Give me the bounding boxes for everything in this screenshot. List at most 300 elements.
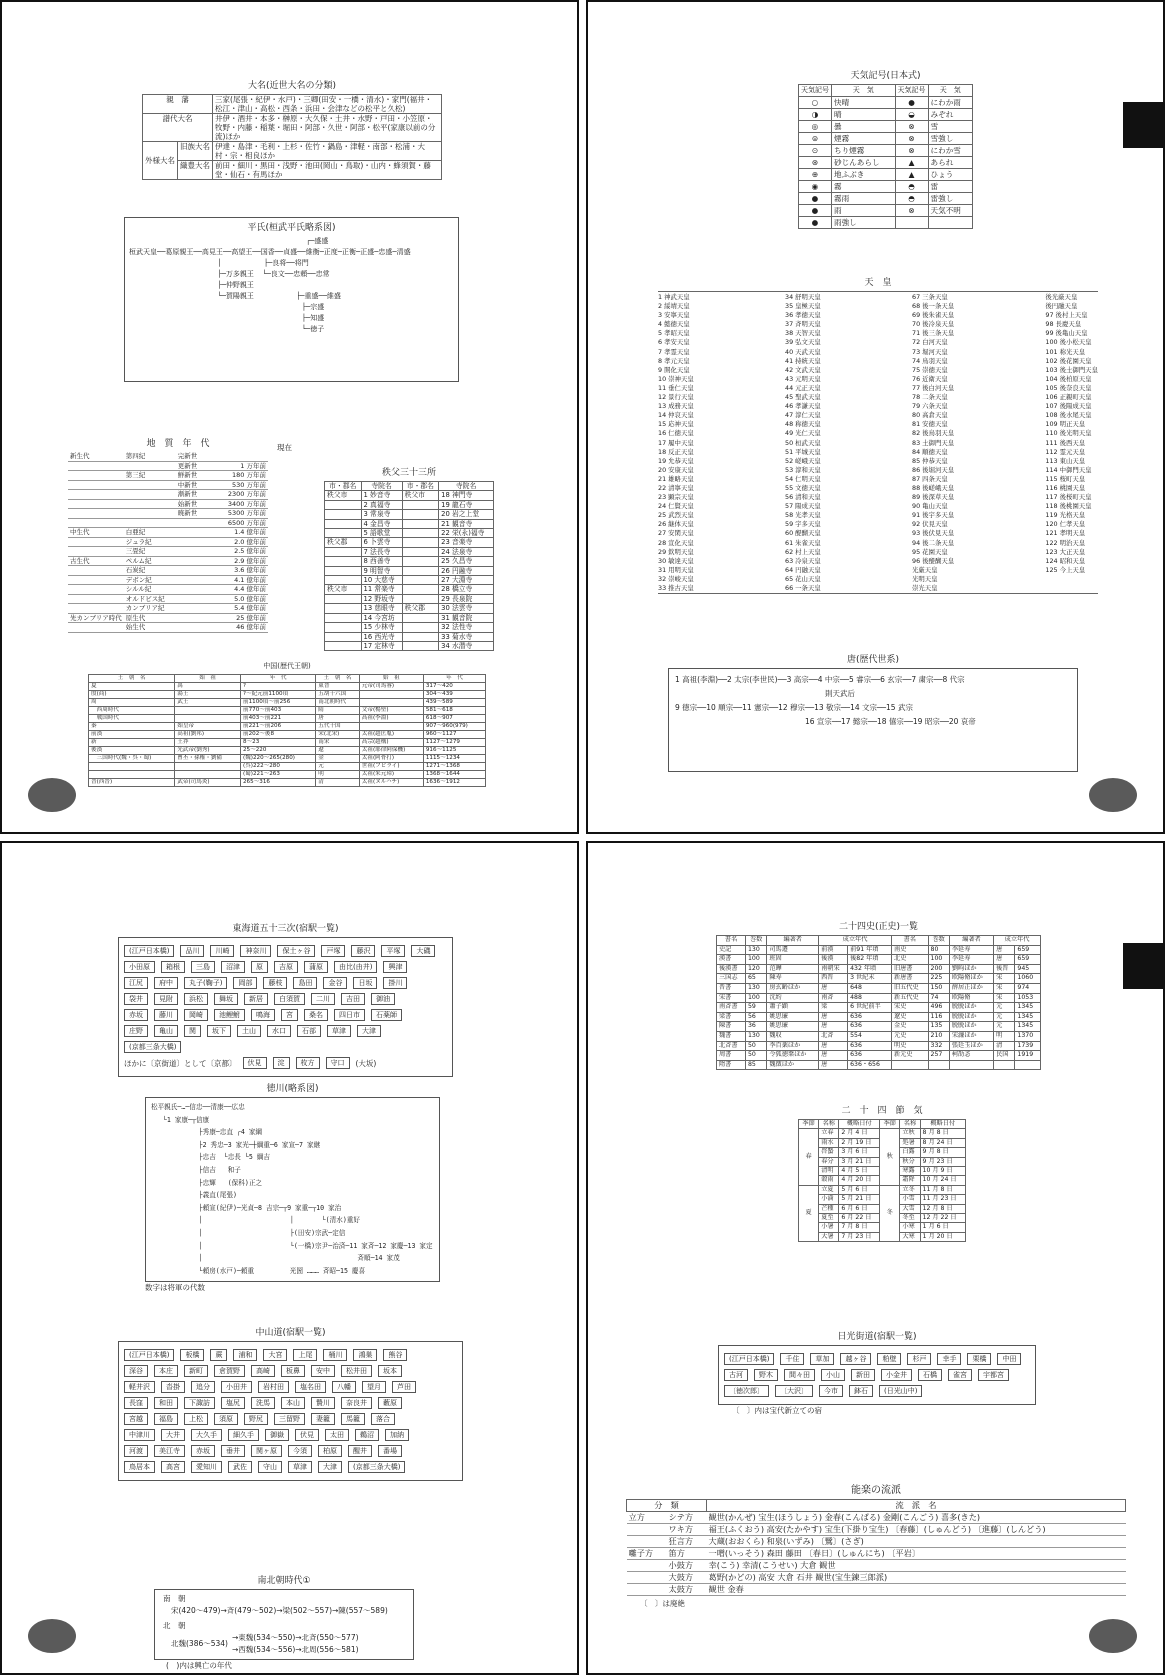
term-name: 立秋 — [900, 1129, 920, 1138]
table-row — [89, 715, 486, 723]
table-cell: (呉)222〜280 — [241, 763, 316, 771]
connector-line: ── — [877, 703, 887, 712]
term-date: 3 月 21 日 — [839, 1157, 880, 1166]
table-cell: 北史 — [891, 955, 928, 965]
geology-period: シルル紀 — [124, 585, 176, 595]
table-row — [325, 557, 494, 566]
table-cell: 宋濂ほか — [949, 1031, 993, 1041]
table-cell: 130 — [745, 945, 766, 955]
station-box: 軽井沢 — [124, 1381, 155, 1393]
table-cell: 新 — [89, 739, 175, 747]
table-row — [89, 739, 486, 747]
emperor-item: 92 伏見天皇 — [912, 520, 948, 529]
noh-role: 大鼓方 — [667, 1572, 707, 1584]
table-cell: 636 — [848, 1051, 892, 1061]
temple-cell: 26 円融寺 — [439, 566, 494, 575]
emperor-item: 98 長慶天皇 — [1045, 320, 1082, 329]
station-box: 〔大沢〕 — [775, 1385, 813, 1397]
table-cell: 南斉 — [819, 993, 848, 1003]
table-cell: 元 — [316, 763, 360, 771]
emperor-item: 93 後伏見天皇 — [912, 529, 955, 538]
station-box: 鳥居本 — [124, 1461, 155, 1473]
tokugawa-title: 徳川(略系図) — [266, 1084, 319, 1094]
emperor-item: 57 陽成天皇 — [785, 502, 821, 511]
station-box: 原 — [251, 961, 268, 973]
temple-cell: 7 法長寺 — [361, 547, 402, 556]
area-cell — [402, 623, 439, 632]
table-cell: 南北朝時代 — [316, 699, 360, 707]
station-box: 野木 — [754, 1369, 778, 1381]
geology-epoch — [176, 528, 210, 538]
table-cell: 唐 — [819, 1060, 848, 1070]
weather-name: 雷強し — [928, 193, 972, 205]
station-box: 宮越 — [124, 1413, 148, 1425]
table-cell: 薛居正ほか — [949, 983, 993, 993]
temple-cell: 18 神門寺 — [439, 491, 494, 500]
noh-schools: 福王(ふくおう) 高安(たかやす) 宝生(下掛り宝生) 〔春藤〕(しゅんどう) 〔進藤〕(しんどう) — [707, 1524, 1126, 1536]
emperor-item: 71 後三条天皇 — [912, 329, 955, 338]
table-cell: 隋 — [316, 707, 360, 715]
page-number-marker — [28, 1619, 76, 1653]
tree-line: ├頼宣(紀伊)─光貞─8 吉宗─┬9 家重─┬10 家治 — [151, 1203, 342, 1212]
station-box: 間々田 — [784, 1369, 815, 1381]
geology-epoch — [176, 518, 210, 528]
season-cell: 夏 — [799, 1185, 819, 1241]
table-cell: 金 — [316, 755, 360, 763]
emperor-item: 116 桃園天皇 — [1045, 483, 1086, 492]
season-cell: 春 — [799, 1129, 819, 1185]
emperor-item: 84 順徳天皇 — [912, 447, 948, 456]
temple-cell: 23 音楽寺 — [439, 538, 494, 547]
tree-line: ├─知盛 — [129, 314, 325, 322]
table-row — [799, 133, 973, 145]
term-name: 冬至 — [900, 1214, 920, 1223]
station-box: 島田 — [293, 977, 317, 989]
connector-line: ── — [839, 675, 849, 684]
table-row — [68, 518, 268, 528]
column-header: 寺院名 — [439, 482, 494, 491]
emperor-item: 122 明治天皇 — [1045, 538, 1086, 547]
column-header: 天気記号 — [799, 85, 832, 97]
temple-cell: 22 栄(永)福寺 — [439, 529, 494, 538]
station-box: 関ヶ原 — [251, 1445, 282, 1457]
station-box: 大磯 — [411, 945, 435, 957]
column-header: 編著者 — [767, 936, 819, 946]
geology-period: 第四紀 — [124, 452, 176, 461]
emperor-column — [1045, 293, 1098, 593]
geology-era — [68, 594, 124, 604]
table-row — [799, 169, 973, 181]
tang-ruler: 15 武宗 — [886, 703, 913, 712]
emperor-column — [785, 293, 821, 593]
table-cell: 前202〜後8 — [241, 731, 316, 739]
station-box: (日光山中) — [879, 1385, 922, 1397]
table-cell: 西晋 — [819, 974, 848, 984]
table-row — [799, 217, 973, 229]
emperor-item: 63 冷泉天皇 — [785, 556, 821, 565]
tang-row-2 — [675, 701, 1071, 715]
temple-cell: 29 長泉院 — [439, 594, 494, 603]
area-cell — [402, 557, 439, 566]
nanboku-block — [154, 1575, 414, 1671]
geology-era — [68, 575, 124, 585]
table-cell: 武王 — [175, 699, 241, 707]
table-row — [89, 699, 486, 707]
station-box: 藤沢 — [351, 945, 375, 957]
nanboku-north-row — [163, 1632, 405, 1656]
weather-name: 砂じんあらし — [832, 157, 896, 169]
station-box: 新町 — [184, 1365, 208, 1377]
table-row — [143, 161, 442, 180]
tree-line: 松平親氏─…─信忠──清康──広忠 — [151, 1103, 245, 1111]
emperor-item: 89 後深草天皇 — [912, 493, 955, 502]
table-row — [325, 538, 494, 547]
daimyo-title: 大名(近世大名の分類) — [247, 81, 337, 91]
station-row — [124, 945, 447, 957]
emperor-item: 27 安閑天皇 — [658, 529, 694, 538]
area-cell — [402, 510, 439, 519]
tree-line: ├義直(尾張) — [151, 1191, 237, 1200]
table-cell: 太祖(朱元璋) — [359, 771, 423, 779]
table-cell: 225 — [928, 974, 949, 984]
table-cell: 五代十国 — [316, 723, 360, 731]
geology-epoch — [176, 556, 210, 566]
heike-tree — [124, 217, 459, 382]
emperor-item: 19 允恭天皇 — [658, 456, 694, 465]
station-box: 枚方 — [296, 1057, 320, 1069]
tang-ruler: 18 僖宗 — [876, 717, 904, 726]
table-row — [799, 205, 973, 217]
tokaido-stations — [118, 937, 453, 1077]
term-name: 啓蟄 — [819, 1148, 839, 1157]
temple-cell: 33 菊水寺 — [439, 632, 494, 641]
table-cell: ? — [241, 683, 316, 691]
table-cell: 世祖(フビライ) — [359, 763, 423, 771]
emperor-item: 121 孝明天皇 — [1045, 529, 1086, 538]
daimyo-text: 前田・細川・黒田・浅野・池田(岡山・鳥取)・山内・蜂須賀・藤堂・仙石・有馬ほか — [213, 161, 442, 180]
table-row — [143, 114, 442, 142]
station-box: 妻籠 — [311, 1413, 335, 1425]
connector-line: ── — [867, 717, 877, 726]
area-cell — [325, 623, 362, 632]
table-cell: 907〜960(979) — [423, 723, 485, 731]
geology-period: 三畳紀 — [124, 547, 176, 557]
station-box: 新居 — [244, 993, 268, 1005]
term-date: 7 月 23 日 — [839, 1232, 880, 1241]
table-header-row — [325, 482, 494, 491]
term-date: 7 月 8 日 — [839, 1223, 880, 1232]
chichibu-block — [324, 467, 494, 651]
noh-schools: 観世 金春 — [707, 1584, 1126, 1596]
term-name: 春分 — [819, 1157, 839, 1166]
station-box: 洗馬 — [251, 1397, 275, 1409]
term-name: 大暑 — [819, 1232, 839, 1241]
noh-schools: 大蔵(おおくら) 和泉(いずみ) 〔鷺〕(さぎ) — [707, 1536, 1126, 1548]
emperor-item: 119 光格天皇 — [1045, 511, 1086, 520]
station-box: 神奈川 — [240, 945, 271, 957]
emperor-item: 102 後花園天皇 — [1045, 356, 1092, 365]
station-box: 今市 — [819, 1385, 843, 1397]
table-row — [799, 157, 973, 169]
tang-ruler: 13 敬宗 — [814, 703, 842, 712]
table-cell: 欧陽脩ほか — [949, 974, 993, 984]
weather-name: みぞれ — [928, 109, 972, 121]
table-row — [717, 1022, 1041, 1032]
temple-cell: 3 常泉寺 — [361, 510, 402, 519]
weather-symbol-icon: ⊛ — [799, 157, 832, 169]
table-row — [68, 499, 268, 509]
table-row — [325, 529, 494, 538]
daimyo-block — [142, 80, 442, 180]
geology-epoch: 漸新世 — [176, 490, 210, 500]
geology-period: 第三紀 — [124, 471, 176, 481]
geology-age — [210, 452, 268, 461]
geology-age: 46 億年前 — [210, 623, 268, 633]
table-cell: 沈約 — [767, 993, 819, 1003]
page-top-left — [0, 0, 579, 834]
thumb-index-tab — [1123, 102, 1163, 148]
geology-era — [68, 499, 124, 509]
table-row — [68, 490, 268, 500]
noh-block — [626, 1485, 1126, 1609]
station-box: 大津 — [357, 1025, 381, 1037]
table-cell: 317〜420 — [423, 683, 485, 691]
table-row — [717, 1003, 1041, 1013]
table-row — [325, 604, 494, 613]
emperor-item: 109 明正天皇 — [1045, 420, 1086, 429]
column-header: 天 気 — [928, 85, 972, 97]
weather-name: あられ — [928, 157, 972, 169]
tree-line: ├─仲野親王 — [129, 281, 254, 289]
table-cell: 王莽 — [175, 739, 241, 747]
table-cell: 湯王 — [175, 691, 241, 699]
table-cell: 432 年頃 — [848, 964, 892, 974]
station-box: 栗橋 — [967, 1353, 991, 1365]
emperor-item: 113 東山天皇 — [1045, 456, 1086, 465]
column-header: 季節 — [799, 1120, 819, 1129]
table-cell: 618〜907 — [423, 715, 485, 723]
column-header: 編著者 — [949, 936, 993, 946]
emperor-item: 95 花園天皇 — [912, 547, 948, 556]
station-box: 大津 — [318, 1461, 342, 1473]
station-box: 御油 — [371, 993, 395, 1005]
table-cell: 房玄齢ほか — [767, 983, 819, 993]
nanboku-north-b: →東魏(534〜550)→北斉(550〜577) — [231, 1633, 359, 1642]
geology-era — [68, 461, 124, 471]
area-cell — [402, 547, 439, 556]
tang-ruler: 20 哀帝 — [948, 717, 976, 726]
station-row — [124, 1381, 457, 1393]
table-row — [799, 181, 973, 193]
table-row — [68, 613, 268, 623]
station-box: 御嶽 — [265, 1429, 289, 1441]
table-row — [68, 461, 268, 471]
connector-line: ── — [871, 675, 881, 684]
station-box: 幸手 — [937, 1353, 961, 1365]
geology-table — [68, 452, 268, 633]
geology-era — [68, 509, 124, 519]
emperor-item: 23 顕宗天皇 — [658, 493, 694, 502]
table-cell: 唐 — [819, 1012, 848, 1022]
weather-name: 雷 — [928, 181, 972, 193]
emperor-item: 32 崇峻天皇 — [658, 574, 694, 583]
tree-line: └頼房(水戸)─頼重 光圀 ……… 斉昭─15 慶喜 — [151, 1266, 366, 1275]
temple-cell: 31 観音院 — [439, 613, 494, 622]
table-cell: 高祖(劉邦) — [175, 731, 241, 739]
term-date: 12 月 8 日 — [920, 1204, 965, 1213]
table-row — [325, 491, 494, 500]
geology-era: 先カンブリア時代 — [70, 613, 122, 622]
table-cell: 脱脱ほか — [949, 1012, 993, 1022]
area-cell: 秩父市 — [402, 491, 439, 500]
temple-cell: 34 水潜寺 — [439, 641, 494, 650]
station-box: 藤川 — [154, 1009, 178, 1021]
geology-epoch — [176, 594, 210, 604]
emperor-item: 22 清寧天皇 — [658, 483, 694, 492]
emperor-item: 110 後光明天皇 — [1045, 429, 1092, 438]
term-name: 立夏 — [819, 1185, 839, 1194]
term-date: 4 月 5 日 — [839, 1167, 880, 1176]
table-cell — [949, 1060, 993, 1070]
table-cell: 648 — [848, 983, 892, 993]
weather-symbol-icon: ⊗ — [895, 145, 928, 157]
geology-block — [68, 438, 292, 633]
area-cell: 秩父市 — [325, 491, 362, 500]
table-cell: 魏収 — [767, 1031, 819, 1041]
table-cell: 明史 — [891, 1041, 928, 1051]
emperor-item: 96 後醍醐天皇 — [912, 556, 955, 565]
station-box: 草加 — [810, 1353, 834, 1365]
station-box: 柏原 — [318, 1445, 342, 1457]
station-box: 三留野 — [274, 1413, 305, 1425]
emperor-item: 50 桓武天皇 — [785, 438, 821, 447]
station-box: 番場 — [378, 1445, 402, 1457]
term-date: 6 月 6 日 — [839, 1204, 880, 1213]
tree-line: ┌─盛盛 — [129, 237, 329, 245]
table-cell: 前漢 — [819, 945, 848, 955]
table-row — [717, 974, 1041, 984]
emperor-item: 56 清和天皇 — [785, 493, 821, 502]
station-box: 箱根 — [161, 961, 185, 973]
station-box: 上尾 — [293, 1349, 317, 1361]
weather-table — [798, 84, 973, 229]
table-cell: ?〜紀元前1100頃 — [241, 691, 316, 699]
area-cell: 秩父郡 — [402, 604, 439, 613]
emperor-item: 111 後西天皇 — [1045, 438, 1086, 447]
table-cell: 五胡十六国 — [316, 691, 360, 699]
geology-period — [124, 499, 176, 509]
emperor-item: 73 堀河天皇 — [912, 347, 948, 356]
nikko-note: 〔 〕内は宝代新立ての宿 — [732, 1406, 822, 1415]
nikko-block — [718, 1331, 1036, 1416]
station-box: (江戸日本橋) — [124, 1349, 174, 1361]
table-row — [89, 779, 486, 787]
noh-category: 立方 — [627, 1512, 667, 1524]
table-cell: 439〜589 — [423, 699, 485, 707]
emperor-item: 78 二条天皇 — [912, 393, 948, 402]
emperor-item: 45 聖武天皇 — [785, 393, 821, 402]
tree-line: 桓武天皇──葛原親王──高見王──高望王──国香──貞盛──維衡─正度─正衡─正盛─忠盛─清盛 — [129, 248, 411, 256]
column-header: 概略日付 — [920, 1120, 965, 1129]
table-cell: 488 — [848, 993, 892, 1003]
tang-ruler: 10 順宗 — [706, 703, 734, 712]
station-row — [124, 1397, 457, 1409]
weather-block — [798, 70, 973, 229]
emperor-item: 83 土御門天皇 — [912, 438, 955, 447]
tang-ruler: 19 昭宗 — [912, 717, 940, 726]
daimyo-text: 井伊・酒井・本多・榊原・大久保・土井・水野・戸田・小笠原・牧野・内藤・稲葉・堀田・阿部・久世・阿部・松平(家康以前の分流)ほか — [213, 114, 442, 142]
station-box: 松井田 — [341, 1365, 372, 1377]
column-header: 年 代 — [241, 675, 316, 683]
station-box: 日坂 — [353, 977, 377, 989]
weather-name: 煙霧 — [832, 133, 896, 145]
table-row — [325, 500, 494, 509]
station-box: 舞坂 — [214, 993, 238, 1005]
term-name: 雨水 — [819, 1138, 839, 1147]
weather-symbol-icon: ● — [799, 193, 832, 205]
table-cell: 50 — [745, 1051, 766, 1061]
tree-line: └─賀陽親王 ├─重盛──維盛 — [129, 292, 341, 300]
nanboku-note: ( )内は興亡の年代 — [166, 1661, 232, 1670]
emperor-item: 崇光天皇 — [912, 584, 938, 592]
temple-cell: 9 明智寺 — [361, 566, 402, 575]
nanboku-north-c: →西魏(534〜556)→北周(556〜581) — [231, 1645, 359, 1654]
table-cell: 554 — [848, 1031, 892, 1041]
station-row — [124, 977, 447, 989]
table-row — [717, 1060, 1041, 1070]
table-cell: 唐 — [316, 715, 360, 723]
area-cell — [402, 500, 439, 509]
table-cell — [175, 707, 241, 715]
station-box: 金谷 — [323, 977, 347, 989]
term-date: 2 月 19 日 — [839, 1138, 880, 1147]
noh-category — [627, 1572, 667, 1584]
area-cell: 秩父市 — [325, 585, 362, 594]
geology-age: 25 億年前 — [210, 613, 268, 623]
emperor-item: 66 一条天皇 — [785, 584, 821, 592]
geology-period: 原生代 — [124, 613, 176, 623]
weather-symbol-icon: ⊗ — [895, 133, 928, 145]
geology-era — [68, 623, 124, 633]
station-box: 深谷 — [124, 1365, 148, 1377]
table-cell — [891, 1060, 928, 1070]
tokaido-title: 東海道五十三次(宿駅一覧) — [232, 924, 339, 934]
temple-cell: 30 法雲寺 — [439, 604, 494, 613]
temple-cell: 19 龍石寺 — [439, 500, 494, 509]
table-cell: 後漢 — [89, 747, 175, 755]
table-cell: 唐 — [819, 1041, 848, 1051]
connector-line: ── — [831, 717, 841, 726]
heike-title: 平氏(桓武平氏略系図) — [247, 223, 336, 233]
station-box: 中津川 — [124, 1429, 155, 1441]
daimyo-sub: 旧族大名 — [178, 142, 213, 161]
table-row — [627, 1572, 1126, 1584]
tang-ruler: 9 徳宗 — [675, 703, 698, 712]
area-cell — [325, 576, 362, 585]
season-cell: 秋 — [880, 1129, 900, 1185]
nanboku-north-label: 北 朝 — [163, 1621, 186, 1630]
emperor-item: 51 平城天皇 — [785, 447, 821, 456]
table-cell: 脱脱ほか — [949, 1003, 993, 1013]
geology-age: 3.6 億年前 — [210, 566, 268, 576]
term-name: 白露 — [900, 1148, 920, 1157]
temple-cell: 24 法泉寺 — [439, 547, 494, 556]
table-cell: 前91 年頃 — [848, 945, 892, 955]
table-row — [143, 95, 442, 114]
table-row — [717, 1041, 1041, 1051]
emperor-item: 90 亀山天皇 — [912, 502, 948, 511]
weather-symbol-icon: ◓ — [895, 193, 928, 205]
